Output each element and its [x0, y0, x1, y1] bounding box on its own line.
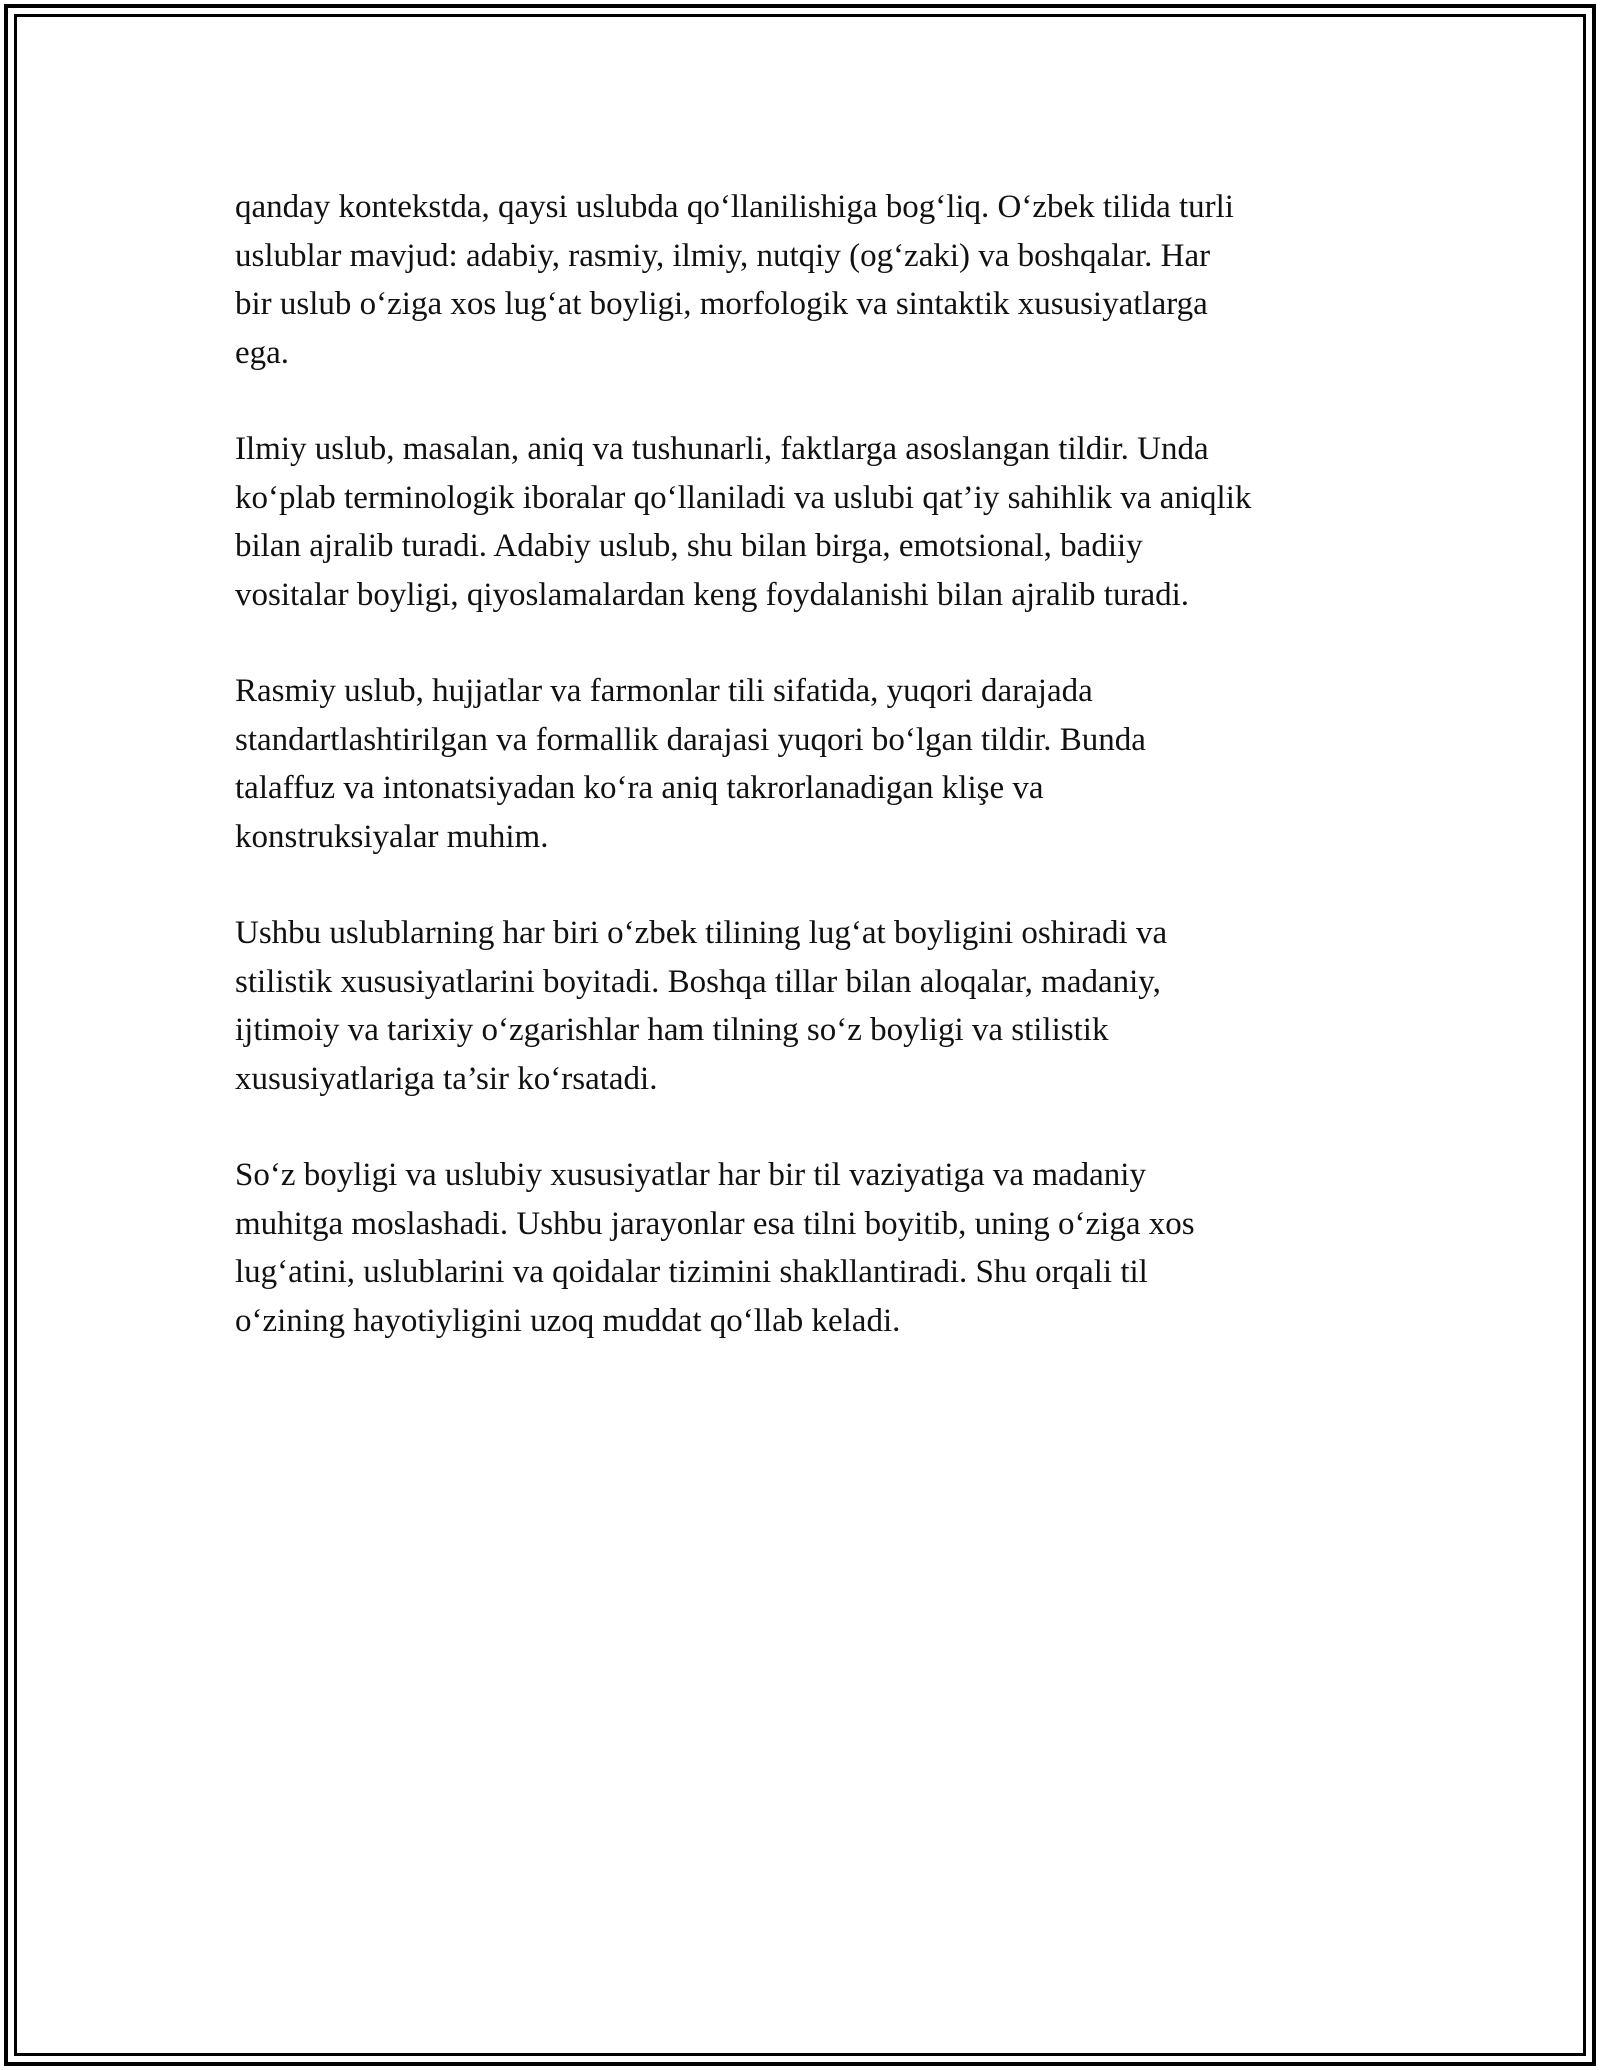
- text-line: ijtimoiy va tarixiy o‘zgarishlar ham tilning so‘z boyligi va stilistik: [235, 1012, 1109, 1048]
- text-line: Ilmiy uslub, masalan, aniq va tushunarli, faktlarga asoslangan tildir. Unda: [235, 431, 1209, 467]
- paragraph-1: [235, 183, 1375, 377]
- text-line: ega.: [235, 334, 290, 371]
- text-line: bilan ajralib turadi. Adabiy uslub, shu bilan birga, emotsional, badiiy: [235, 528, 1143, 564]
- text-line: konstruksiyalar muhim.: [235, 818, 549, 855]
- text-line: So‘z boyligi va uslubiy xususiyatlar har bir til vaziyatiga va madaniy: [235, 1157, 1146, 1193]
- text-line: xususiyatlariga ta’sir ko‘rsatadi.: [235, 1060, 658, 1097]
- paragraph-3: [235, 667, 1375, 861]
- text-line: lug‘atini, uslublarini va qoidalar tizimini shakllantiradi. Shu orqali til: [235, 1254, 1148, 1290]
- paragraph-5: [235, 1151, 1375, 1345]
- text-line: o‘zining hayotiyligini uzoq muddat qo‘llab keladi.: [235, 1302, 901, 1339]
- text-line: ko‘plab terminologik iboralar qo‘llaniladi va uslubi qat’iy sahihlik va aniqlik: [235, 479, 1252, 516]
- paragraph-4: [235, 909, 1375, 1103]
- text-line: muhitga moslashadi. Ushbu jarayonlar esa tilni boyitib, uning o‘ziga xos: [235, 1205, 1195, 1242]
- document-body: [235, 183, 1375, 1393]
- paragraph-2: [235, 425, 1375, 619]
- text-line: talaffuz va intonatsiyadan ko‘ra aniq takrorlanadigan klişe va: [235, 770, 1044, 806]
- text-line: Rasmiy uslub, hujjatlar va farmonlar tili sifatida, yuqori darajada: [235, 673, 1093, 709]
- text-line: standartlashtirilgan va formallik darajasi yuqori bo‘lgan tildir. Bunda: [235, 721, 1146, 758]
- text-line: stilistik xususiyatlarini boyitadi. Boshqa tillar bilan aloqalar, madaniy,: [235, 963, 1161, 1000]
- text-line: uslublar mavjud: adabiy, rasmiy, ilmiy, nutqiy (og‘zaki) va boshqalar. Har: [235, 237, 1211, 274]
- text-line: vositalar boyligi, qiyoslamalardan keng foydalanishi bilan ajralib turadi.: [235, 576, 1190, 613]
- text-line: qanday kontekstda, qaysi uslubda qo‘llanilishiga bog‘liq. O‘zbek tilida turli: [235, 189, 1234, 225]
- text-line: Ushbu uslublarning har biri o‘zbek tilining lug‘at boyligini oshiradi va: [235, 915, 1168, 951]
- text-line: bir uslub o‘ziga xos lug‘at boyligi, morfologik va sintaktik xususiyatlarga: [235, 286, 1208, 322]
